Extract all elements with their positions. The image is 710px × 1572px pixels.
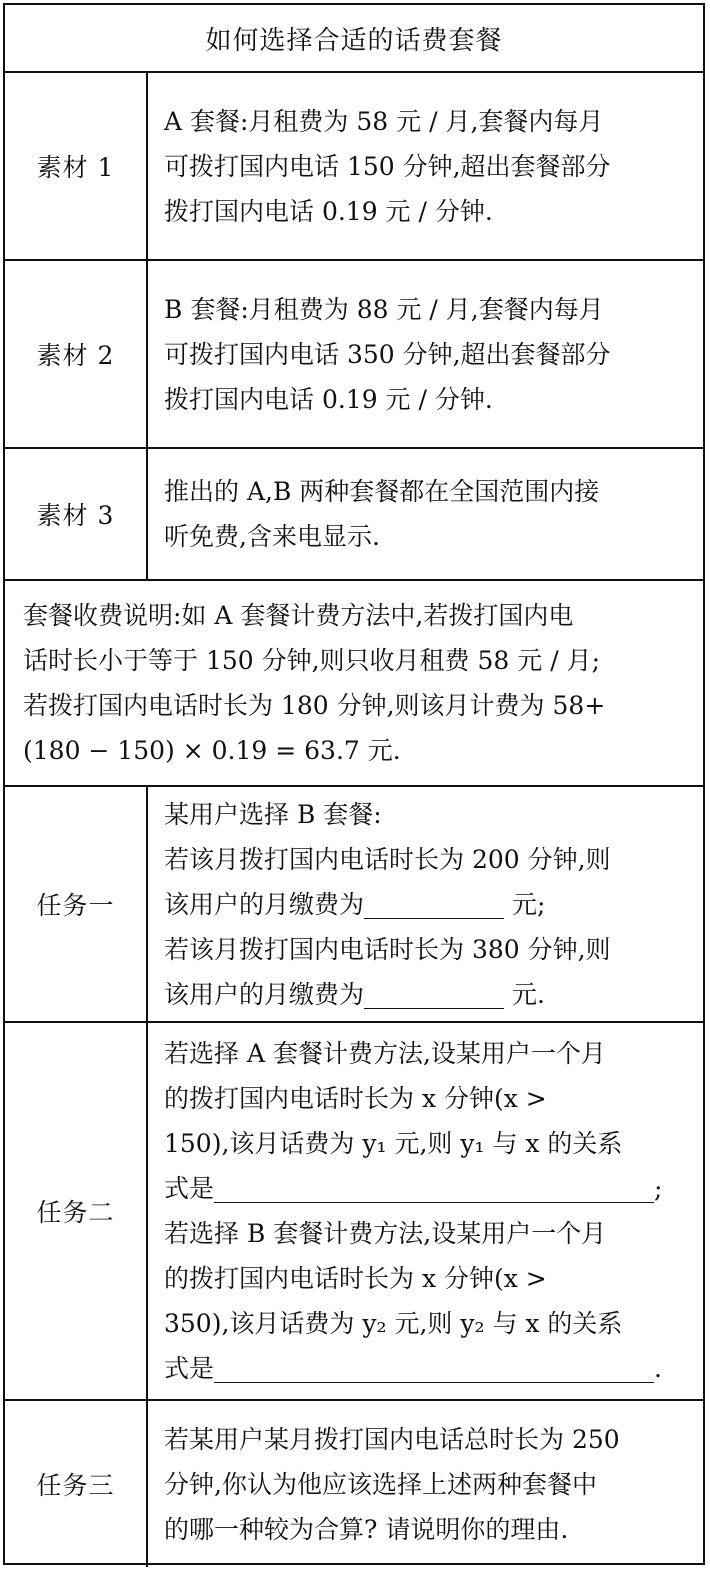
material-1-line: 可拨打国内电话 150 分钟,超出套餐部分 xyxy=(164,151,611,181)
task-2-punct: ; xyxy=(654,1174,663,1203)
problem-table xyxy=(3,3,705,1565)
task-2-content xyxy=(148,1023,703,1399)
task-2-line: 的拨打国内电话时长为 x 分钟(x > xyxy=(164,1084,547,1113)
task-3-line: 分钟,你认为他应该选择上述两种套餐中 xyxy=(164,1469,597,1499)
table-title: 如何选择合适的话费套餐 xyxy=(205,25,503,56)
task-1-prompt: 该用户的月缴费为 xyxy=(164,889,365,919)
material-2-line: B 套餐:月租费为 88 元 / 月,套餐内每月 xyxy=(164,294,604,324)
task-1-line xyxy=(164,972,689,1017)
task-1-line: 某用户选择 B 套餐: xyxy=(164,799,382,829)
task-1-unit: 元; xyxy=(504,889,546,919)
material-3-line: 推出的 A,B 两种套餐都在全国范围内接 xyxy=(164,477,600,506)
fee-explanation xyxy=(5,581,703,785)
task-1-line xyxy=(164,882,689,927)
material-1-row xyxy=(5,73,703,261)
task-2-line: 若选择 B 套餐计费方法,设某用户一个月 xyxy=(164,1219,607,1248)
material-3-line: 听免费,含来电显示. xyxy=(164,522,380,551)
material-3-content xyxy=(148,449,703,579)
material-2-line: 可拨打国内电话 350 分钟,超出套餐部分 xyxy=(164,339,611,369)
answer-blank-y2[interactable] xyxy=(214,1354,654,1383)
material-1-line: A 套餐:月租费为 58 元 / 月,套餐内每月 xyxy=(164,106,604,136)
task-2-line: 若选择 A 套餐计费方法,设某用户一个月 xyxy=(164,1039,606,1068)
material-3-label: 素材 3 xyxy=(5,449,148,579)
task-2-prompt: 式是 xyxy=(164,1174,215,1203)
task-2-line: 的拨打国内电话时长为 x 分钟(x > xyxy=(164,1264,547,1293)
task-2-punct: . xyxy=(654,1354,662,1383)
task-3-row xyxy=(5,1401,703,1567)
task-2-line: 150),该月话费为 y₁ 元,则 y₁ 与 x 的关系 xyxy=(164,1129,623,1158)
material-2-line: 拨打国内电话 0.19 元 / 分钟. xyxy=(164,384,493,414)
material-3-row xyxy=(5,449,703,581)
task-2-line xyxy=(164,1346,689,1391)
title-row xyxy=(5,5,703,73)
task-1-content xyxy=(148,787,703,1021)
task-1-line: 若该月拨打国内电话时长为 200 分钟,则 xyxy=(164,844,611,874)
task-2-prompt: 式是 xyxy=(164,1354,215,1383)
task-3-content xyxy=(148,1401,703,1567)
task-2-row xyxy=(5,1023,703,1401)
material-2-row xyxy=(5,261,703,449)
task-1-label: 任务一 xyxy=(5,787,148,1021)
explanation-line: (180 − 150) × 0.19 = 63.7 元. xyxy=(23,736,401,765)
task-3-label: 任务三 xyxy=(5,1401,148,1567)
answer-blank-200min[interactable] xyxy=(364,890,504,919)
task-1-prompt: 该用户的月缴费为 xyxy=(164,979,365,1009)
material-2-content xyxy=(148,261,703,447)
answer-blank-y1[interactable] xyxy=(214,1174,654,1203)
explanation-line: 话时长小于等于 150 分钟,则只收月租费 58 元 / 月; xyxy=(23,646,601,675)
task-3-line: 的哪一种较为合算? 请说明你的理由. xyxy=(164,1514,569,1544)
task-2-line: 350),该月话费为 y₂ 元,则 y₂ 与 x 的关系 xyxy=(164,1309,623,1338)
explanation-line: 套餐收费说明:如 A 套餐计费方法中,若拨打国内电 xyxy=(23,601,574,630)
task-2-line xyxy=(164,1166,689,1211)
material-1-label: 素材 1 xyxy=(5,73,148,259)
material-1-content xyxy=(148,73,703,259)
material-2-label: 素材 2 xyxy=(5,261,148,447)
explanation-line: 若拨打国内电话时长为 180 分钟,则该月计费为 58+ xyxy=(23,691,606,720)
explanation-row xyxy=(5,581,703,787)
task-1-row xyxy=(5,787,703,1023)
task-1-unit: 元. xyxy=(504,979,545,1009)
material-1-line: 拨打国内电话 0.19 元 / 分钟. xyxy=(164,196,493,226)
task-1-line: 若该月拨打国内电话时长为 380 分钟,则 xyxy=(164,934,611,964)
task-3-line: 若某用户某月拨打国内电话总时长为 250 xyxy=(164,1424,620,1454)
answer-blank-380min[interactable] xyxy=(364,980,504,1009)
task-2-label: 任务二 xyxy=(5,1023,148,1399)
